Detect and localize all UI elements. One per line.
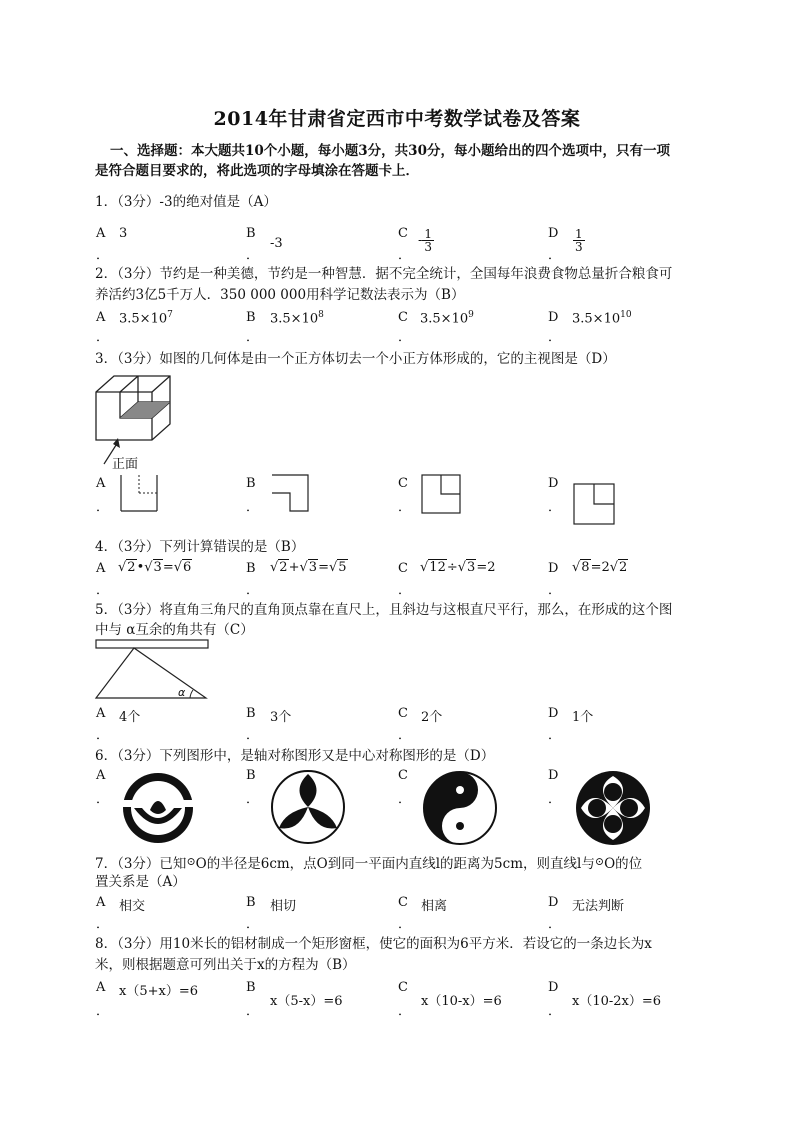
result: =2 xyxy=(476,560,496,575)
option-letter-d: D xyxy=(548,980,559,995)
q1-option-b: -3 xyxy=(270,236,283,251)
radical: √12 xyxy=(420,560,446,575)
option-dot: ． xyxy=(246,728,260,743)
q3-option-b-figure xyxy=(270,473,312,515)
q8-option-c: x（10-x）=6 xyxy=(421,994,502,1009)
exponent: 7 xyxy=(167,310,173,320)
option-dot: ． xyxy=(246,248,260,263)
ruler xyxy=(96,640,208,648)
q6-option-c-yinyang xyxy=(421,768,499,848)
numerator: 1 xyxy=(424,227,433,241)
radicand: 2 xyxy=(127,560,136,575)
option-dot: ． xyxy=(96,330,110,345)
radical: √3 xyxy=(299,560,318,575)
radical: √8 xyxy=(572,560,590,575)
alpha-label: α xyxy=(178,686,186,699)
option-dot: ． xyxy=(96,917,110,932)
cut-face xyxy=(120,402,170,418)
question-2-stem-line1: 2．（3分）节约是一种美德，节约是一种智慧．据不完全统计，全国每年浪费食物总量折合粮食可 xyxy=(95,266,673,282)
option-letter-a: A xyxy=(96,768,106,783)
radical: √2 xyxy=(270,560,288,575)
option-letter-c: C xyxy=(398,310,408,325)
option-letter-c: C xyxy=(398,980,408,995)
q5-option-c: 2个 xyxy=(421,710,443,725)
operator: + xyxy=(288,560,300,575)
yang-dot xyxy=(456,822,464,830)
radical: √5 xyxy=(328,560,347,575)
option-letter-b: B xyxy=(246,980,256,995)
option-letter-a: A xyxy=(96,226,106,241)
base: 3.5×10 xyxy=(420,311,469,327)
option-letter-d: D xyxy=(548,476,559,491)
option-dot: ． xyxy=(246,917,260,932)
option-letter-c: C xyxy=(398,895,408,910)
q4-option-b xyxy=(270,560,348,575)
section-heading-line2: 是符合题目要求的，将此选项的字母填涂在答题卡上． xyxy=(95,163,419,179)
result: =2 xyxy=(590,560,610,575)
q7-option-d: 无法判断 xyxy=(572,899,625,914)
option-letter-c: C xyxy=(398,561,408,576)
q6-option-d-rosette xyxy=(573,768,653,848)
question-2-stem-line2: 养活约3亿5千万人．350 000 000用科学记数法表示为（B） xyxy=(95,287,465,303)
exponent: 10 xyxy=(620,310,632,320)
option-dot: ． xyxy=(548,792,562,807)
option-letter-d: D xyxy=(548,226,559,241)
q1-option-a: 3 xyxy=(119,226,128,241)
option-letter-d: D xyxy=(548,706,559,721)
fraction xyxy=(422,228,434,253)
option-letter-b: B xyxy=(246,226,256,241)
option-dot: ． xyxy=(96,500,110,515)
q2-option-b xyxy=(270,310,324,326)
question-8-stem-line1: 8．（3分）用10米长的铝材制成一个矩形窗框，使它的面积为6平方米．若设它的一条边长为x xyxy=(95,936,652,952)
option-letter-a: A xyxy=(96,310,106,325)
radicand: 2 xyxy=(279,560,288,575)
stem-part: O的半径是6cm，点O到同一平面内直线l的距离为5cm，则直线l与 xyxy=(195,856,595,872)
cube-edge xyxy=(120,376,138,392)
radical: √6 xyxy=(173,560,192,575)
option-dot: ． xyxy=(548,248,562,263)
option-letter-c: C xyxy=(398,476,408,491)
inner-disc xyxy=(588,799,606,817)
option-dot: ． xyxy=(398,248,412,263)
question-6-stem: 6．（3分）下列图形中，是轴对称图形又是中心对称图形的是（D） xyxy=(95,748,495,764)
question-5-stem-line2: 中与 α互余的角共有（C） xyxy=(95,622,254,638)
option-letter-c: C xyxy=(398,768,408,783)
option-letter-b: B xyxy=(246,561,256,576)
q3-option-a-figure xyxy=(119,473,161,515)
q6-option-a-emblem xyxy=(120,770,196,846)
inner-disc xyxy=(620,799,638,817)
option-letter-c: C xyxy=(398,706,408,721)
option-letter-d: D xyxy=(548,561,559,576)
inner-edge xyxy=(594,484,614,504)
question-7-stem-line1 xyxy=(95,852,715,874)
question-1-stem: 1．（3分）-3的绝对值是（A） xyxy=(95,194,277,210)
q6-option-b-trefoil xyxy=(269,768,347,846)
option-letter-c: C xyxy=(398,226,408,241)
option-dot: ． xyxy=(398,1004,412,1019)
circle-dot-icon: ⊙ xyxy=(186,855,196,868)
denominator: 3 xyxy=(424,240,433,254)
option-letter-b: B xyxy=(246,895,256,910)
question-3-stem: 3．（3分）如图的几何体是由一个正方体切去一个小正方体形成的，它的主视图是（D） xyxy=(95,351,616,367)
option-letter-a: A xyxy=(96,706,106,721)
q5-option-a: 4个 xyxy=(119,710,141,725)
option-dot: ． xyxy=(398,792,412,807)
angle-arc xyxy=(190,690,193,698)
option-dot: ． xyxy=(96,1004,110,1019)
q7-option-b: 相切 xyxy=(270,899,297,914)
question-7-stem-line2: 置关系是（A） xyxy=(95,874,186,890)
option-dot: ． xyxy=(246,330,260,345)
q8-option-a: x（5+x）=6 xyxy=(119,984,198,999)
q3-option-c-figure xyxy=(420,473,464,515)
option-dot: ． xyxy=(548,728,562,743)
option-dot: ． xyxy=(246,583,260,598)
option-dot: ． xyxy=(96,728,110,743)
inner-disc xyxy=(604,783,622,801)
option-dot: ． xyxy=(398,728,412,743)
q4-option-a xyxy=(118,560,192,575)
option-dot: ． xyxy=(246,1004,260,1019)
radicand: 6 xyxy=(183,560,192,575)
question-8-stem-line2: 米，则根据题意可列出关于x的方程为（B） xyxy=(95,957,356,973)
q7-option-a: 相交 xyxy=(119,899,146,914)
petal xyxy=(300,774,317,807)
section-heading-line1: 一、选择题：本大题共10个小题，每小题3分，共30分，每小题给出的四个选项中，只有一项 xyxy=(110,143,670,159)
stem-part: O的位 xyxy=(604,856,643,872)
option-dot: ． xyxy=(398,583,412,598)
option-letter-d: D xyxy=(548,895,559,910)
radicand: 8 xyxy=(581,560,590,575)
option-dot: ． xyxy=(398,500,412,515)
q4-option-d xyxy=(572,560,628,575)
question-5-stem-line1: 5．（3分）将直角三角尺的直角顶点靠在直尺上，且斜边与这根直尺平行，那么，在形成的这个图 xyxy=(95,602,673,618)
radical: √2 xyxy=(609,560,628,575)
option-letter-b: B xyxy=(246,768,256,783)
q4-option-c xyxy=(420,560,496,575)
q1-option-d xyxy=(573,228,585,253)
option-dot: ． xyxy=(96,248,110,263)
option-dot: ． xyxy=(548,917,562,932)
denominator: 3 xyxy=(575,240,583,254)
option-letter-d: D xyxy=(548,310,559,325)
radicand: 3 xyxy=(308,560,318,575)
option-letter-a: A xyxy=(96,895,106,910)
q2-option-c xyxy=(420,310,474,326)
numerator: 1 xyxy=(575,227,583,241)
option-dot: ． xyxy=(548,583,562,598)
exponent: 9 xyxy=(468,310,474,320)
question-4-stem: 4．（3分）下列计算错误的是（B） xyxy=(95,539,305,555)
option-letter-a: A xyxy=(96,476,106,491)
operator: • xyxy=(136,560,145,575)
operator: ÷ xyxy=(446,560,458,575)
q3-option-d-figure xyxy=(572,482,618,526)
option-dot: ． xyxy=(246,792,260,807)
petal xyxy=(308,807,337,829)
base: 3.5×10 xyxy=(572,311,621,327)
option-letter-b: B xyxy=(246,706,256,721)
front-view-label: 正面 xyxy=(112,457,139,472)
inner-disc xyxy=(604,815,622,833)
radicand: 12 xyxy=(429,560,446,575)
triangle xyxy=(96,648,206,698)
q7-option-c: 相离 xyxy=(421,899,448,914)
option-dot: ． xyxy=(548,1004,562,1019)
radical: √3 xyxy=(144,560,162,575)
q8-option-d: x（10-2x）=6 xyxy=(572,994,662,1009)
radical: √2 xyxy=(118,560,136,575)
base: 3.5×10 xyxy=(270,311,319,327)
fraction xyxy=(573,228,585,253)
option-dot: ． xyxy=(96,792,110,807)
q1-option-c xyxy=(418,228,434,253)
option-letter-d: D xyxy=(548,768,559,783)
q5-option-d: 1个 xyxy=(572,710,594,725)
option-dot: ． xyxy=(398,330,412,345)
circle-dot-icon: ⊙ xyxy=(594,855,605,868)
option-dot: ． xyxy=(548,500,562,515)
operator: = xyxy=(162,560,174,575)
minus-sign: - xyxy=(418,233,423,248)
base: 3.5×10 xyxy=(119,311,168,327)
option-letter-a: A xyxy=(96,980,106,995)
option-dot: ． xyxy=(246,500,260,515)
ruler-triangle-figure xyxy=(94,638,214,704)
option-letter-b: B xyxy=(246,476,256,491)
option-dot: ． xyxy=(548,330,562,345)
outline xyxy=(272,475,308,511)
q5-option-b: 3个 xyxy=(270,710,292,725)
petal xyxy=(279,807,308,829)
page-title: 2014年甘肃省定西市中考数学试卷及答案 xyxy=(213,108,581,130)
stem-part: 7．（3分）已知 xyxy=(95,856,187,872)
cube-edge xyxy=(152,376,170,392)
yin-dot xyxy=(456,786,464,794)
q2-option-a xyxy=(119,310,173,326)
inner-edge xyxy=(441,475,460,494)
radicand: 3 xyxy=(467,560,476,575)
q8-option-b: x（5-x）=6 xyxy=(270,994,343,1009)
radicand: 2 xyxy=(619,560,628,575)
operator: = xyxy=(318,560,329,575)
q2-option-d xyxy=(572,310,632,326)
option-letter-b: B xyxy=(246,310,256,325)
option-dot: ． xyxy=(398,917,412,932)
radical: √3 xyxy=(457,560,476,575)
option-dot: ． xyxy=(96,583,110,598)
option-letter-a: A xyxy=(96,561,106,576)
radicand: 5 xyxy=(338,560,347,575)
exponent: 8 xyxy=(318,310,324,320)
radicand: 3 xyxy=(153,560,162,575)
